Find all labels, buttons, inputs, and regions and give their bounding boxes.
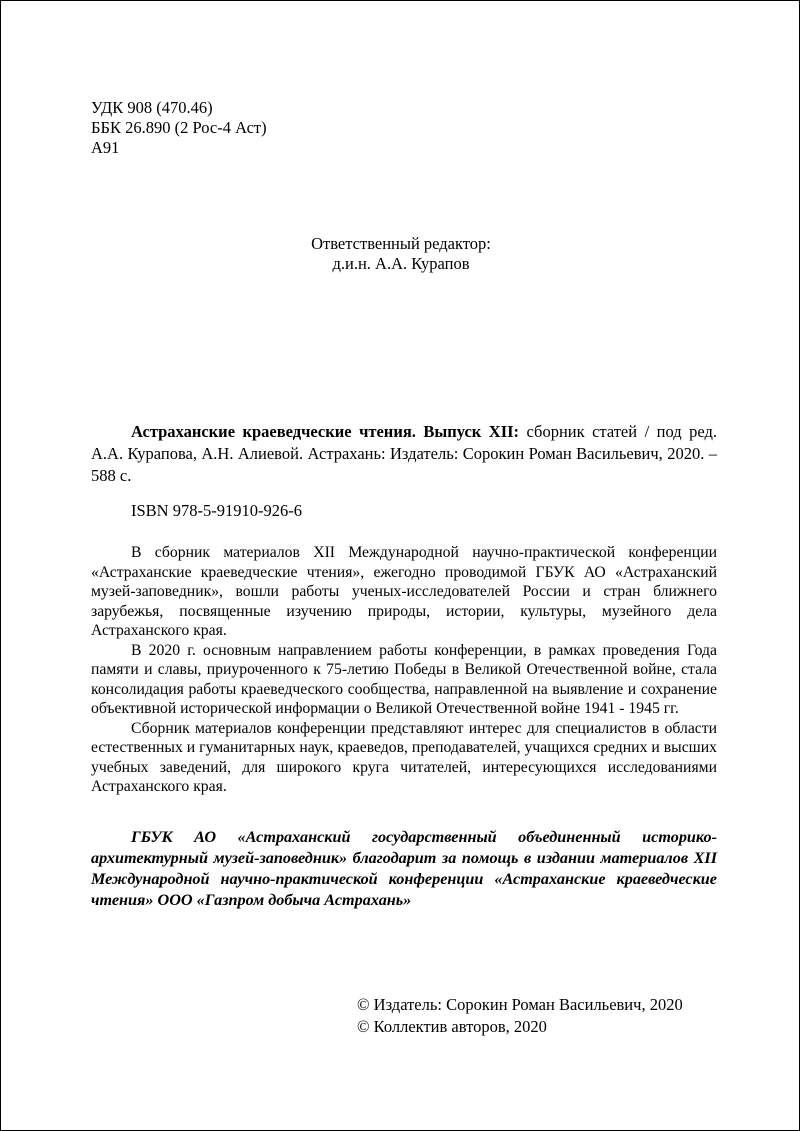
bibliographic-description xyxy=(91,421,717,487)
book-title: Астраханские краеведческие чтения. Выпуск XII: xyxy=(131,422,520,441)
abstract-paragraph: В сборник материалов XII Международной научно-практической конференции «Астраханские краеведческие чтения», ежегодно проводимой ГБУК АО «Астраханский музей-заповедник», вошли работы ученых-исследователей России и стран ближнего зарубежья, посвященные изучению природы, истории, культуры, музейного дела Астраханского края. xyxy=(91,544,717,639)
bbk-code: ББК 26.890 (2 Рос-4 Аст) xyxy=(91,118,267,137)
abstract xyxy=(91,543,717,797)
copyright-block xyxy=(357,994,683,1038)
acknowledgement: ГБУК АО «Астраханский государственный объединенный историко-архитектурный музей-заповедник» благодарит за помощь в издании материалов XII Международной научно-практической конференции «Астраханские краеведческие чтения» ООО «Газпром добыча Астрахань» xyxy=(91,828,717,909)
copyright-authors: © Коллектив авторов, 2020 xyxy=(357,1017,547,1036)
editor-name: д.и.н. А.А. Курапов xyxy=(332,254,470,273)
abstract-paragraph: Сборник материалов конференции представляют интерес для специалистов в области естественных и гуманитарных наук, краеведов, преподавателей, учащихся средних и высших учебных заведений, для широкого круга читателей, интересующихся исследованиями Астраханского края. xyxy=(91,719,717,795)
classification-block xyxy=(91,98,267,158)
editor-block xyxy=(1,234,800,274)
book-details: сборник статей / под ред. А.А. Курапова, А.Н. Алиевой. Астрахань: Издатель: Сорокин Роман Васильевич, 2020. – 588 с. xyxy=(91,422,717,485)
editor-label: Ответственный редактор: xyxy=(311,234,491,253)
isbn: ISBN 978-5-91910-926-6 xyxy=(131,501,302,520)
author-mark: А91 xyxy=(91,138,120,157)
udc-code: УДК 908 (470.46) xyxy=(91,98,213,117)
abstract-paragraph: В 2020 г. основным направлением работы конференции, в рамках проведения Года памяти и славы, приуроченного к 75-летию Победы в Великой Отечественной войне, стала консолидация работы краеведческого сообщества, направленной на выявление и сохранение объективной исторической информации о Великой Отечественной войне 1941 - 1945 гг. xyxy=(91,641,717,717)
copyright-publisher: © Издатель: Сорокин Роман Васильевич, 2020 xyxy=(357,995,683,1014)
